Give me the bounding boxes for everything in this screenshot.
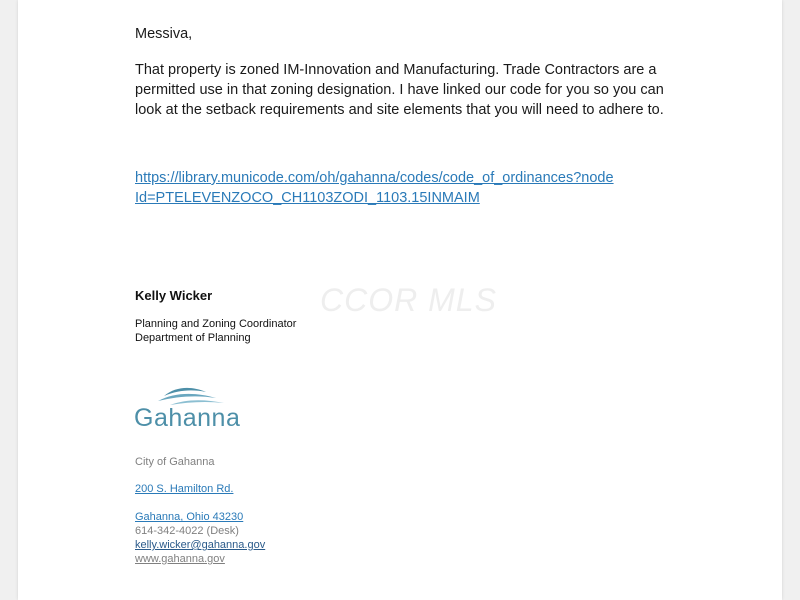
phone-number: 614-342-4022 (Desk) [135, 525, 239, 537]
signature-title: Planning and Zoning Coordinator [135, 318, 297, 330]
logo-wordmark: Gahanna [134, 404, 241, 432]
municode-link[interactable]: https://library.municode.com/oh/gahanna/codes/code_of_ordinances?nodeId=PTELEVENZOCO_CH1103ZODI_1103.15INMAIM [135, 170, 614, 206]
city-state-zip-link[interactable]: Gahanna, Ohio 43230 [135, 511, 244, 523]
website-link[interactable]: www.gahanna.gov [135, 553, 225, 565]
city-name: City of Gahanna [135, 456, 215, 468]
email-link[interactable]: kelly.wicker@gahanna.gov [135, 539, 266, 551]
gahanna-logo [134, 384, 248, 434]
address-link[interactable]: 200 S. Hamilton Rd. [135, 483, 234, 495]
email-body: That property is zoned IM-Innovation and Manufacturing. Trade Contractors are a permitted use in that zoning designation. I have linked our code for you so you can look at the setback requirements and site elements that you will need to adhere to. [135, 62, 664, 118]
wave-icon [134, 384, 248, 406]
signature-department: Department of Planning [135, 332, 251, 344]
email-page [18, 0, 782, 600]
email-greeting: Messiva, [135, 26, 193, 42]
watermark: CCOR MLS [320, 282, 497, 318]
signature-name: Kelly Wicker [135, 288, 213, 303]
